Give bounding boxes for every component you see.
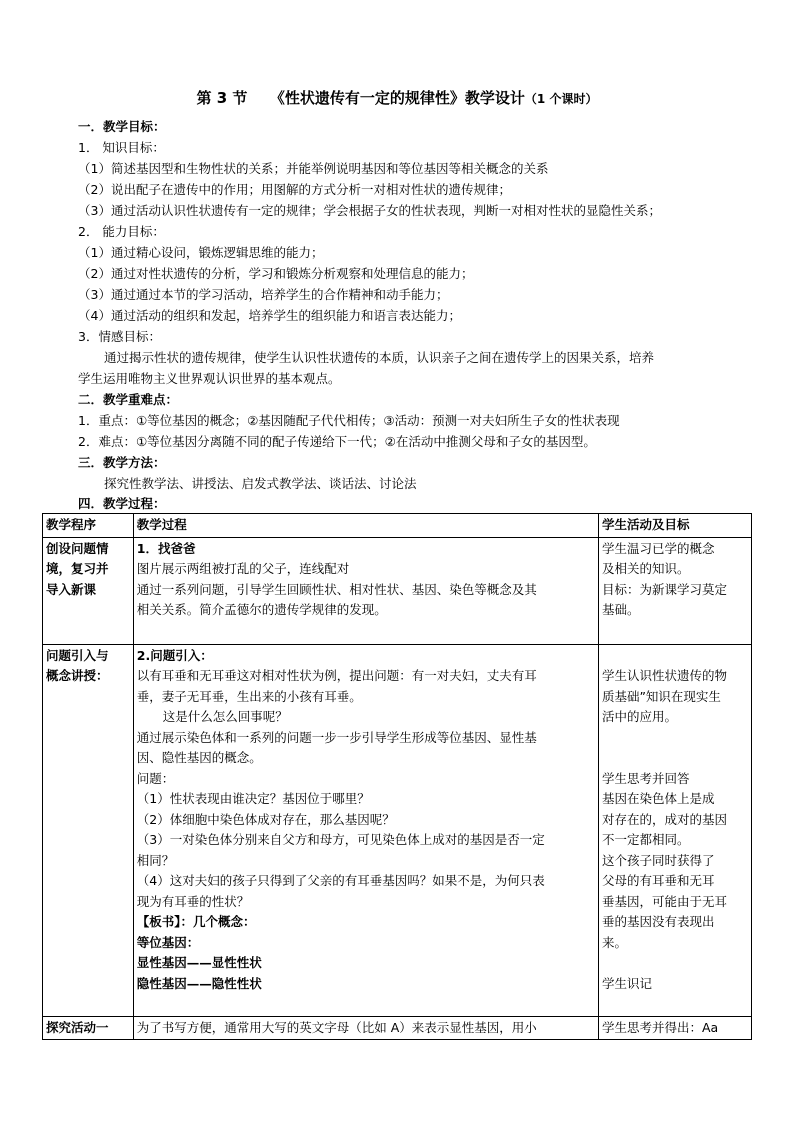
emotion-objective-line-1: 通过揭示性状的遗传规律，使学生认识性状遗传的本质，认识亲子之间在遗传学上的因果关系，培养	[104, 350, 655, 365]
emotion-objective-line-2: 学生运用唯物主义世界观认识世界的基本观点。	[78, 371, 341, 386]
procedure-cell: 探究活动一	[43, 1016, 134, 1040]
procedure-cell: 创设问题情 境，复习并 导入新课	[43, 537, 134, 644]
procedure-cell: 问题引入与 概念讲授：	[43, 644, 134, 1016]
emotion-objectives-heading: 3．情感目标：	[78, 329, 161, 344]
knowledge-objectives-heading: 1． 知识目标：	[78, 140, 165, 155]
teaching-process-table	[42, 513, 752, 1040]
knowledge-objective-2: （2）说出配子在遗传中的作用；用图解的方式分析一对相对性状的遗传规律；	[78, 182, 511, 197]
header-procedure: 教学程序	[43, 514, 134, 538]
student-activity-cell: 学生思考并得出：Aa	[598, 1016, 751, 1040]
knowledge-objective-1: （1）简述基因型和生物性状的关系；并能举例说明基因和等位基因等相关概念的关系	[78, 161, 549, 176]
teaching-methods: 探究性教学法、讲授法、启发式教学法、谈话法、讨论法	[104, 476, 417, 491]
knowledge-objective-3: （3）通过活动认识性状遗传有一定的规律；学会根据子女的性状表现，判断一对相对性状的显隐性关系；	[78, 203, 661, 218]
header-student-activity: 学生活动及目标	[598, 514, 751, 538]
difficult-points: 2．难点：①等位基因分离随不同的配子传递给下一代；②在活动中推测父母和子女的基因型。	[78, 434, 596, 449]
document-title	[0, 87, 794, 108]
student-activity-cell: 学生认识性状遗传的物 质基础”知识在现实生 活中的应用。 学生思考并回答 基因在染色体上是成 对存在的，成对的基因 不一定都相同。 这个孩子同时获得了 父母的有耳垂和无耳 垂基因，可能由于无耳 垂的基因没有表现出 来。 学生识记	[598, 644, 751, 1016]
student-activity-cell: 学生温习已学的概念 及相关的知识。 目标：为新课学习莫定 基础。	[598, 537, 751, 644]
title-main: 第 3 节 《性状遗传有一定的规律性》教学设计	[196, 89, 525, 107]
section-heading-methods: 三．教学方法：	[78, 455, 166, 470]
process-cell: 为了书写方便，通常用大写的英文字母（比如 A）来表示显性基因，用小	[133, 1016, 598, 1040]
ability-objectives-heading: 2． 能力目标：	[78, 224, 165, 239]
ability-objective-1: （1）通过精心设问，锻炼逻辑思维的能力；	[78, 245, 324, 260]
key-points: 1．重点：①等位基因的概念；②基因随配子代代相传；③活动：预测一对夫妇所生子女的性状表现	[78, 413, 620, 428]
table-header-row	[43, 514, 752, 538]
process-cell: 1．找爸爸 图片展示两组被打乱的父子，连线配对 通过一系列问题，引导学生回顾性状、相对性状、基因、染色等概念及其 相关关系。简介孟德尔的遗传学规律的发现。	[133, 537, 598, 644]
section-heading-objectives: 一．教学目标：	[78, 119, 166, 134]
table-row	[43, 1016, 752, 1040]
section-heading-process: 四．教学过程：	[78, 496, 166, 511]
table-row	[43, 537, 752, 644]
ability-objective-4: （4）通过活动的组织和发起，培养学生的组织能力和语言表达能力；	[78, 308, 461, 323]
section-heading-key-points: 二．教学重难点：	[78, 392, 179, 407]
ability-objective-3: （3）通过通过本节的学习活动，培养学生的合作精神和动手能力；	[78, 287, 449, 302]
table-row	[43, 644, 752, 1016]
title-note: （1 个课时）	[524, 92, 598, 106]
header-process: 教学过程	[133, 514, 598, 538]
process-cell: 2.问题引入： 以有耳垂和无耳垂这对相对性状为例，提出问题：有一对夫妇，丈夫有耳 垂，妻子无耳垂，生出来的小孩有耳垂。 这是什么怎么回事呢？ 通过展示染色体和一系列的问题一步一步引导学生形成等位基因、显性基 因、隐性基因的概念。 问题： （1）性状表现由谁决定？基因位于哪里？ （2）体细胞中染色体成对存在，那么基因呢？ （3）一对染色体分别来自父方和母方，可见染色体上成对的基因是否一定 相同？ （4）这对夫妇的孩子只得到了父亲的有耳垂基因吗？如果不是，为何只表 现为有耳垂的性状？ 【板书】：几个概念： 等位基因： 显性基因——显性性状 隐性基因——隐性性状	[133, 644, 598, 1016]
ability-objective-2: （2）通过对性状遗传的分析，学习和锻炼分析观察和处理信息的能力；	[78, 266, 474, 281]
